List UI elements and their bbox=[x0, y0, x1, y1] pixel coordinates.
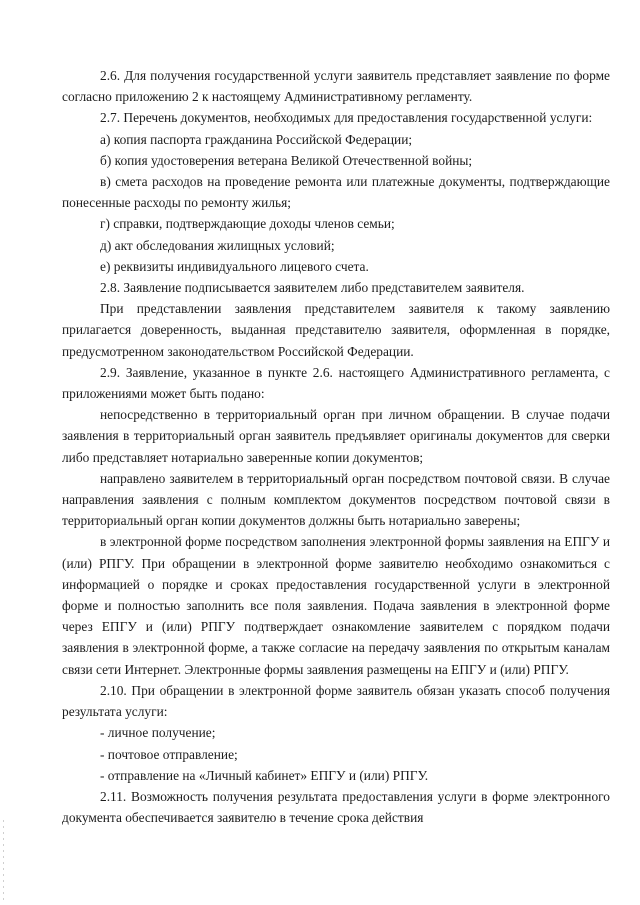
list-item-b: б) копия удостоверения ветерана Великой Отечественной войны; bbox=[100, 152, 473, 168]
list-item-d: д) акт обследования жилищных условий; bbox=[100, 237, 335, 253]
list-item-a: а) копия паспорта гражданина Российской Федерации; bbox=[100, 131, 413, 147]
paragraph-2-11: 2.11. Возможность получения результата предоставления услуги в форме электронного документа обеспечивается заявителю в течение срока действия bbox=[62, 788, 610, 826]
list-item-v: в) смета расходов на проведение ремонта или платежные документы, подтверждающие понесенные расходы по ремонту жилья; bbox=[62, 174, 610, 211]
list-item-postal: - почтовое отправление; bbox=[100, 746, 238, 762]
scan-edge-mark bbox=[3, 820, 4, 900]
paragraph-2-9: 2.9. Заявление, указанное в пункте 2.6. настоящего Административного регламента, с приложениями может быть подано: bbox=[62, 364, 610, 402]
document-page bbox=[62, 65, 610, 828]
list-item-e: е) реквизиты индивидуального лицевого счета. bbox=[100, 258, 369, 274]
paragraph-in-person: непосредственно в территориальный орган при личном обращении. В случае подачи заявления в территориальный орган заявитель предъявляет оригиналы документов для сверки либо представляет нотариально заверенные копии документов; bbox=[62, 407, 610, 465]
paragraph-2-8: 2.8. Заявление подписывается заявителем либо представителем заявителя. bbox=[100, 280, 525, 296]
list-item-personal: - личное получение; bbox=[100, 725, 216, 741]
list-item-cabinet: - отправление на «Личный кабинет» ЕПГУ и (или) РПГУ. bbox=[100, 767, 429, 783]
paragraph-representative: При представлении заявления представителем заявителя к такому заявлению прилагается доверенность, выданная представителю заявителя, оформленная в порядке, предусмотренном законодательством Российской Федерации. bbox=[62, 301, 610, 359]
paragraph-2-10: 2.10. При обращении в электронной форме заявитель обязан указать способ получения результата услуги: bbox=[62, 682, 610, 720]
paragraph-by-post: направлено заявителем в территориальный орган посредством почтовой связи. В случае направления заявления с полным комплектом документов посредством почтовой связи в территориальный орган копии документов должны быть нотариально заверены; bbox=[62, 470, 610, 529]
paragraph-2-7: 2.7. Перечень документов, необходимых для предоставления государственной услуги: bbox=[100, 110, 593, 126]
list-item-g: г) справки, подтверждающие доходы членов семьи; bbox=[100, 216, 395, 232]
paragraph-electronic: в электронной форме посредством заполнения электронной формы заявления на ЕПГУ и (или) РПГУ. При обращении в электронной форме заявителю необходимо ознакомиться с информацией о порядке и сроках предоставления государственной услуги в электронной форме и полностью заполнить все поля заявления. Подача заявления в электронной форме через ЕПГУ и (или) РПГУ подтверждает ознакомление заявителем с порядком подачи заявления в электронной форме, а также согласие на передачу заявления по открытым каналам связи сети Интернет. Электронные формы заявления размещены на ЕПГУ и (или) РПГУ. bbox=[62, 534, 610, 677]
paragraph-2-6: 2.6. Для получения государственной услуги заявитель представляет заявление по форме согласно приложению 2 к настоящему Административному регламенту. bbox=[62, 68, 610, 105]
